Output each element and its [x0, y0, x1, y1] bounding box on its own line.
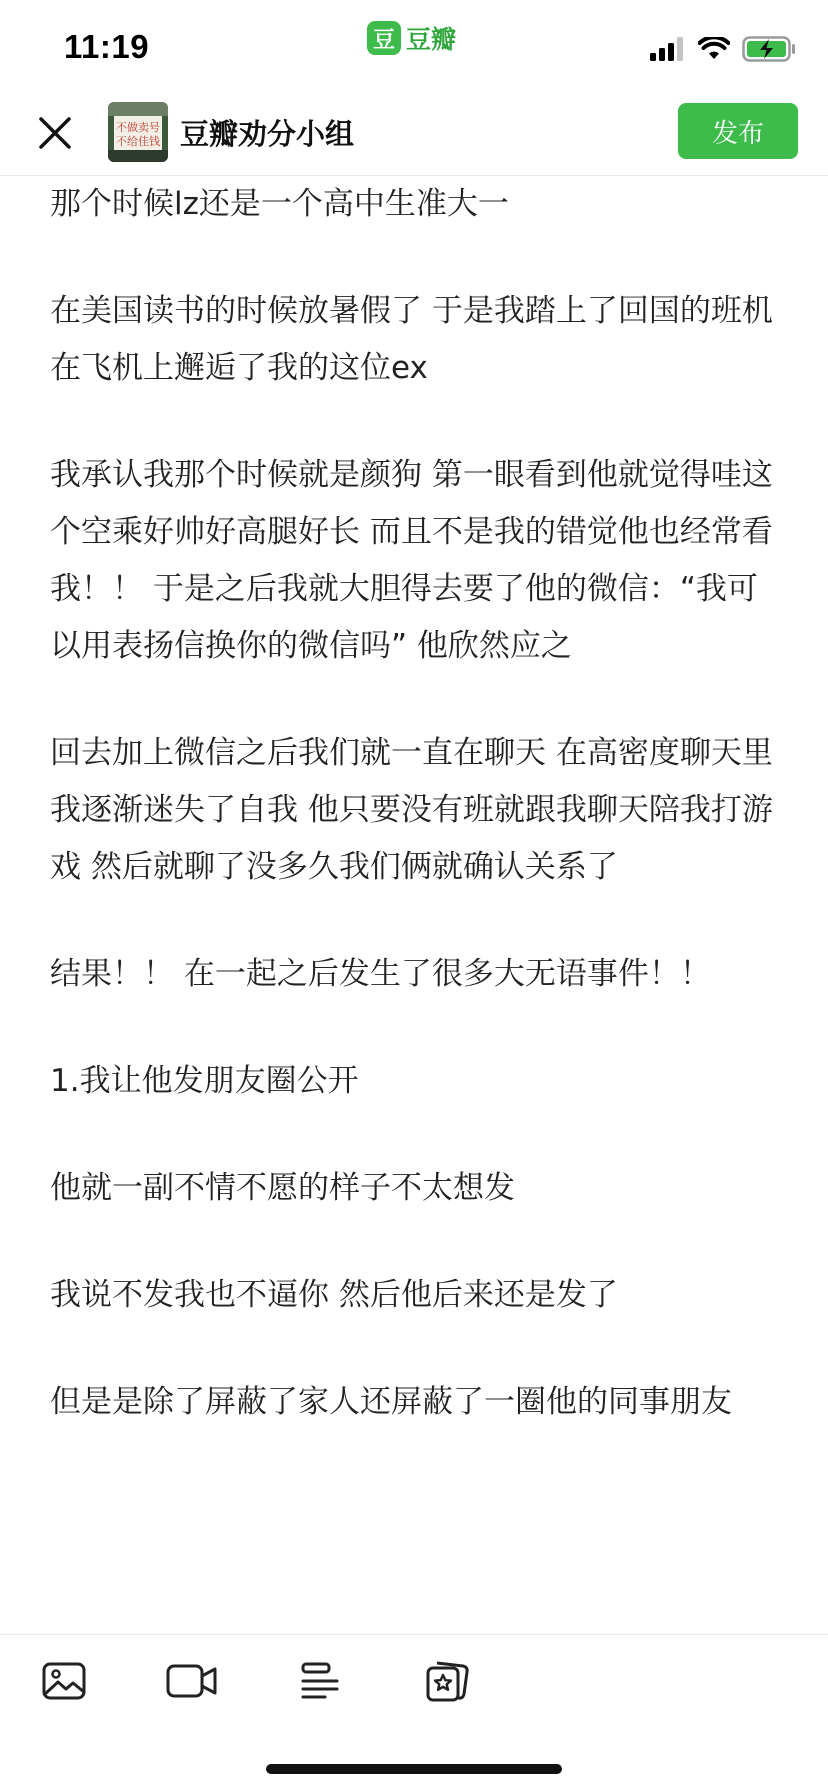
wifi-icon	[698, 37, 730, 61]
app-name: 豆瓣	[406, 25, 457, 54]
post-paragraph: 我说不发我也不逼你 然后他后来还是发了	[50, 1277, 618, 1313]
close-icon	[38, 116, 72, 150]
format-icon	[299, 1661, 341, 1701]
app-badge	[367, 20, 456, 56]
sticker-icon	[425, 1660, 471, 1702]
post-paragraph: 1.我让他发朋友圈公开	[50, 1063, 359, 1099]
insert-image-button[interactable]	[40, 1657, 88, 1705]
image-icon	[42, 1662, 86, 1700]
publish-button[interactable]: 发布	[678, 103, 798, 159]
post-paragraph: 我承认我那个时候就是颜狗 第一眼看到他就觉得哇这个空乘好帅好高腿好长 而且不是我的错觉他也经常看我！！ 于是之后我就大胆得去要了他的微信：“我可以用表扬信换你的微信吗” 他欣然应之	[50, 457, 773, 664]
post-paragraph: 他就一副不情不愿的样子不太想发	[50, 1170, 515, 1206]
post-paragraph: 那个时候lz还是一个高中生准大一	[50, 186, 509, 222]
text-format-button[interactable]	[296, 1657, 344, 1705]
status-time: 11:19	[64, 28, 150, 65]
post-paragraph: 但是是除了屏蔽了家人还屏蔽了一圈他的同事朋友	[50, 1384, 732, 1420]
video-icon	[166, 1663, 218, 1699]
cellular-signal-icon	[650, 37, 686, 61]
group-avatar[interactable]	[108, 102, 168, 162]
group-title: 豆瓣劝分小组	[180, 117, 355, 151]
douban-app-icon: 豆	[367, 21, 401, 55]
post-paragraph: 回去加上微信之后我们就一直在聊天 在高密度聊天里我逐渐迷失了自我 他只要没有班就跟我聊天陪我打游戏 然后就聊了没多久我们俩就确认关系了	[50, 735, 773, 885]
battery-charging-icon	[742, 36, 796, 62]
editor-toolbar	[0, 1634, 828, 1724]
group-avatar-image	[108, 102, 168, 162]
nav-bar	[0, 92, 828, 176]
post-paragraph: 结果！！ 在一起之后发生了很多大无语事件！！	[50, 956, 711, 992]
post-paragraph: 在美国读书的时候放暑假了 于是我踏上了回国的班机 在飞机上邂逅了我的这位ex	[50, 293, 773, 386]
status-bar	[0, 0, 828, 92]
avatar-sign-line-1: 不做卖号	[116, 121, 160, 134]
home-indicator	[266, 1764, 562, 1774]
insert-video-button[interactable]	[166, 1657, 218, 1705]
close-button[interactable]	[30, 108, 80, 158]
post-body-editor[interactable]	[50, 176, 780, 1636]
avatar-sign-line-2: 不给佳钱	[116, 135, 160, 148]
status-icons	[650, 36, 796, 62]
insert-sticker-button[interactable]	[424, 1657, 472, 1705]
